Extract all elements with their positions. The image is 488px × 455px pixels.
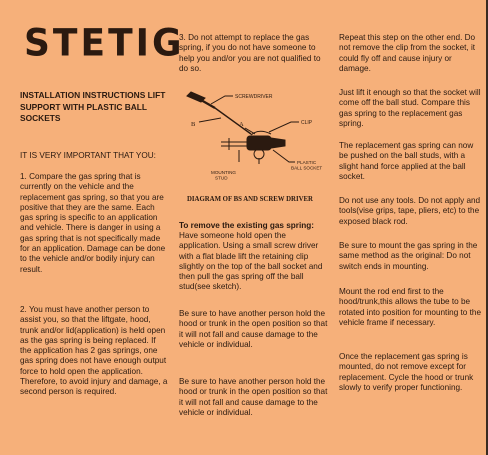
instruction-repeat: Repeat this step on the other end. Do not remove the clip from the socket, it could fly off and cause injury or damage. [339, 33, 476, 73]
label-b: B [191, 121, 196, 128]
label-a: A [239, 121, 244, 128]
remove-heading: To remove the existing gas spring: [179, 221, 314, 230]
label-plastic-2: BALL SOCKET [291, 165, 323, 171]
safety-note-2: Be sure to have another person hold the hood or trunk in the open position so that it will not fall and cause damage to the vehicle or individual. [179, 377, 328, 417]
label-screwdriver: SCREWDRIVER [235, 94, 273, 100]
label-mounting-stud-1: MOUNTING [211, 170, 237, 175]
brand-logo: STETIG [24, 21, 185, 65]
label-plastic-1: PLASTIC [297, 160, 317, 165]
instruction-mount-method: Be sure to mount the gas spring in the same method as the original: Do not switch ends in mounting. [339, 241, 478, 271]
document-heading: INSTALLATION INSTRUCTIONS LIFT SUPPORT WITH PLASTIC BALL SOCKETS [20, 90, 166, 123]
label-mounting-stud-2: STUD [215, 175, 228, 181]
instruction-lift: Just lift it enough so that the socket will come off the ball stud. Compare this gas spring to the replacement gas spring. [339, 88, 481, 128]
instruction-3: 3. Do not attempt to replace the gas spring, if you do not have someone to help you and/or you are not qualified to do so. [179, 33, 321, 73]
label-mounting-stud [211, 170, 237, 181]
diagram-caption: DIAGRAM OF BS AND SCREW DRIVER [187, 196, 313, 203]
instruction-2: 2. You must have another person to assist you, so that the liftgate, hood, trunk and/or lid(application) is held open as the gas spring is being replaced. If the application has 2 gas springs, one gas spring does not have enough output force to hold open the application. Therefore, to avoid injury and damage, a second person is required. [20, 305, 168, 397]
instruction-no-tools: Do not use any tools. Do not apply and tools(vise grips, tape, pliers, etc) to the exposed black rod. [339, 196, 481, 226]
instruction-1: 1. Compare the gas spring that is currently on the vehicle and the replacement gas spring, so that you are positive that they are the same. Each gas spring is specific to an application and vehicle. There is danger in using a gas spring that is not specifically made for an application. Damage can be done to the vehicle and/or bodily injury can result. [20, 172, 166, 274]
ball-socket-diagram [181, 88, 331, 200]
label-plastic-ball-socket [291, 160, 322, 171]
instruction-rod-end: Mount the rod end first to the hood/trunk,this allows the tube to be rotated into position for mounting to the vehicle frame if necessary. [339, 287, 482, 327]
safety-note-1: Be sure to have another person hold the hood or trunk in the open position so that it will not fall and cause damage to the vehicle or individual. [179, 309, 328, 349]
remove-instructions: Have someone hold open the application. Using a small screw driver with a flat blade lift the retaining clip slightly on the top of the ball socket and then pull the gas spring off the ball stud(see sketch). [179, 231, 323, 292]
important-notice: IT IS VERY IMPORTANT THAT YOU: [20, 151, 156, 160]
instruction-cycle: Once the replacement gas spring is mounted, do not remove except for replacement. Cycle the hood or trunk slowly to verify proper functioning. [339, 352, 474, 392]
label-clip: CLIP [301, 120, 313, 126]
instruction-push: The replacement gas spring can now be pushed on the ball studs, with a slight hand force applied at the ball socket. [339, 141, 474, 181]
